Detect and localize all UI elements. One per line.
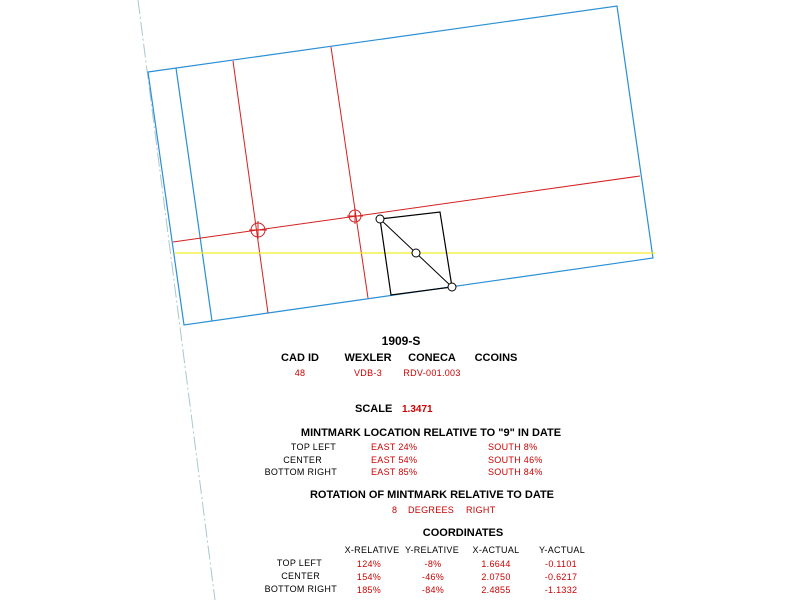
catalog-header-coneca: CONECA	[408, 352, 456, 364]
coord-row-label: CENTER	[281, 571, 320, 581]
digit-guide-line-2	[331, 47, 368, 298]
location-row-label: CENTER	[283, 455, 322, 465]
rotation-value: 8	[392, 505, 398, 515]
coordinates-heading: COORDINATES	[422, 527, 504, 539]
digit-target-1	[249, 221, 267, 239]
coin-edge-line	[138, 0, 215, 600]
catalog-value-cad-id: 48	[294, 368, 306, 378]
location-row-label: BOTTOM RIGHT	[264, 467, 337, 477]
mintmark-top-left-point	[376, 215, 384, 223]
mintmark-location-heading: MINTMARK LOCATION RELATIVE TO "9" IN DATE	[300, 427, 562, 439]
digit-guide-line-1	[233, 61, 268, 313]
location-row-east: EAST 54%	[371, 455, 418, 465]
rotation-direction: RIGHT	[466, 505, 496, 515]
coord-row-label: TOP LEFT	[276, 558, 322, 568]
coord-cell: -0.6217	[544, 572, 578, 582]
date-outline-box	[148, 6, 653, 325]
coord-column-header: Y-ACTUAL	[538, 545, 586, 555]
coord-cell: 2.4855	[481, 585, 511, 595]
coord-cell: 124%	[356, 559, 382, 569]
coord-column-header: Y-RELATIVE	[404, 545, 460, 555]
coord-cell: 185%	[356, 585, 382, 595]
scale-label: SCALE	[355, 403, 393, 415]
mintmark-center-point	[412, 249, 420, 257]
catalog-header-ccoins: CCOINS	[474, 352, 518, 364]
catalog-value-coneca: RDV-001.003	[403, 368, 461, 378]
coord-column-header: X-ACTUAL	[472, 545, 520, 555]
coin-title: 1909-S	[381, 334, 421, 348]
coord-cell: 154%	[356, 572, 382, 582]
rotation-heading: ROTATION OF MINTMARK RELATIVE TO DATE	[309, 489, 555, 501]
coord-cell: -8%	[424, 559, 442, 569]
catalog-header-cad-id: CAD ID	[281, 352, 319, 364]
coord-cell: 2.0750	[481, 572, 511, 582]
catalog-value-wexler: VDB-3	[353, 368, 383, 378]
digit-target-2	[347, 208, 363, 224]
coord-cell: -46%	[421, 572, 445, 582]
location-row-label: TOP LEFT	[290, 442, 336, 452]
coord-column-header: X-RELATIVE	[344, 545, 400, 555]
coord-row-label: BOTTOM RIGHT	[264, 584, 337, 594]
date-inner-line	[176, 68, 212, 321]
mintmark-bottom-right-point	[448, 283, 456, 291]
coord-cell: -0.1101	[545, 559, 577, 569]
scale-value: 1.3471	[402, 404, 433, 415]
date-baseline-guide	[173, 176, 640, 242]
coord-cell: -84%	[421, 585, 445, 595]
location-row-east: EAST 85%	[371, 467, 418, 477]
rotation-unit: DEGREES	[408, 505, 455, 515]
location-row-east: EAST 24%	[371, 442, 418, 452]
location-row-south: SOUTH 46%	[488, 455, 543, 465]
coord-cell: 1.6644	[481, 559, 511, 569]
location-row-south: SOUTH 84%	[488, 467, 543, 477]
catalog-header-wexler: WEXLER	[344, 352, 392, 364]
location-row-south: SOUTH 8%	[488, 442, 538, 452]
coord-cell: -1.1332	[544, 585, 578, 595]
